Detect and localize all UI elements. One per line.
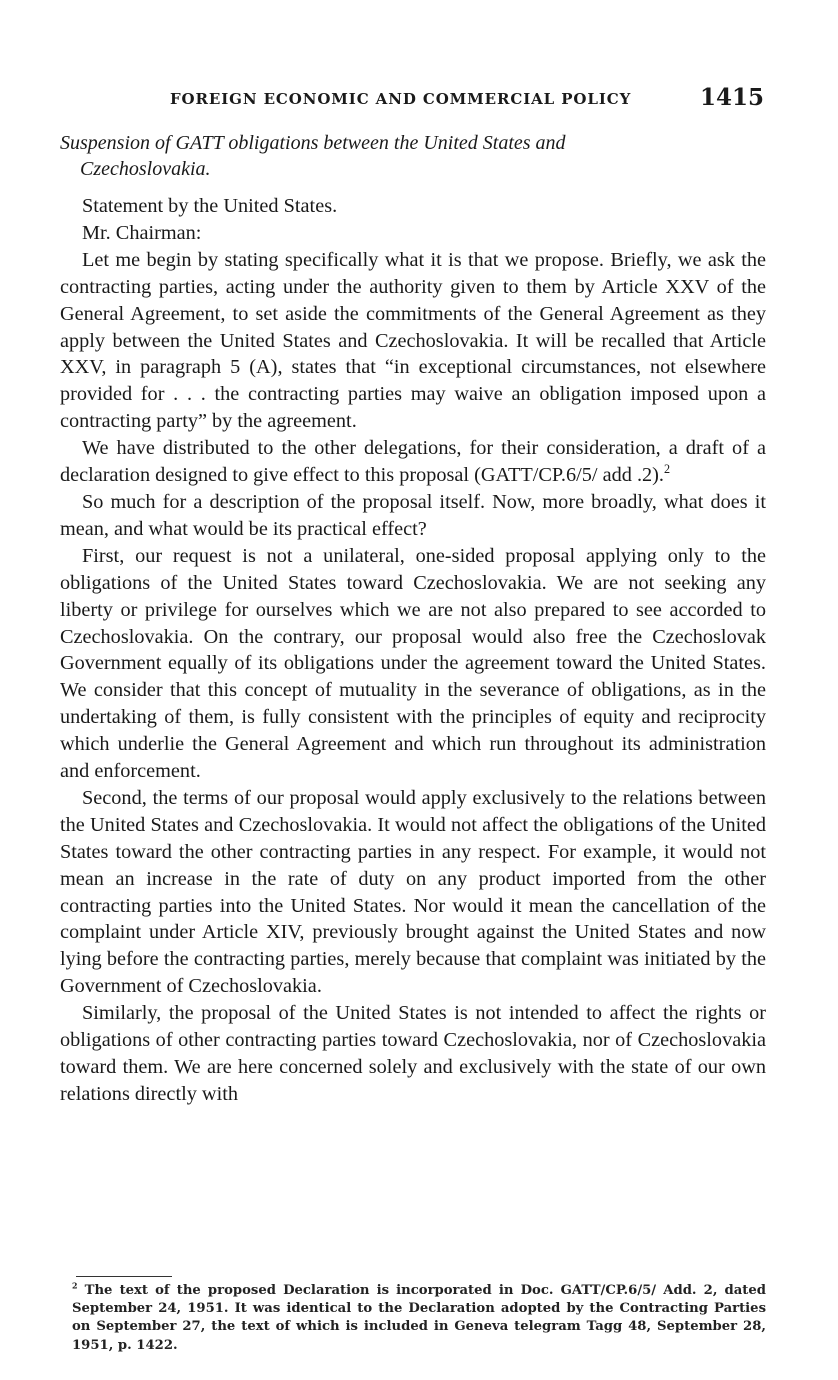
section-title — [60, 130, 766, 182]
paragraph-with-footnote — [60, 435, 766, 489]
body-text — [60, 193, 766, 1108]
paragraph: Let me begin by stating specifically what it is that we propose. Briefly, we ask the contracting parties, acting under the authority given to them by Article XXV of the General Agreement, to set aside the commitments of the General Agreement as they apply between the United States and Czechoslovakia. It will be recalled that Article XXV, in paragraph 5 (A), states that “in exceptional circumstances, not elsewhere provided for . . . the contracting parties may waive an obligation imposed upon a contracting party” by the agreement. — [60, 248, 766, 433]
section-title-line1: Suspension of GATT obligations between the United States and — [60, 132, 566, 154]
paragraph: Mr. Chairman: — [82, 221, 202, 244]
paragraph: Second, the terms of our proposal would apply exclusively to the relations between the United States and Czechoslovakia. It would not affect the obligations of the United States toward the other contracting parties in any respect. For example, it would not mean an increase in the rate of duty on any product imported from the other contracting parties into the United States. Nor would it mean the cancellation of the complaint under Article XIV, previously brought against the United States and now lying before the contracting parties, merely because that complaint was initiated by the Government of Czechoslovakia. — [60, 786, 766, 998]
running-title: FOREIGN ECONOMIC AND COMMERCIAL POLICY — [170, 90, 632, 108]
footnote-reference: 2 — [664, 462, 671, 477]
document-page — [60, 0, 766, 1380]
paragraph-text: We have distributed to the other delegations, for their consideration, a draft of a declaration designed to give effect to this proposal (GATT/CP.6/5/ add .2). — [60, 437, 766, 487]
section-title-line2: Czechoslovakia. — [80, 158, 211, 180]
footnote-divider — [76, 1276, 172, 1277]
footnote-text: The text of the proposed Declaration is incorporated in Doc. GATT/CP.6/5/ Add. 2, dated September 24, 1951. It was identical to the Declaration adopted by the Contracting Parties on September 27, the text of which is included in Geneva telegram Tagg 48, September 28, 1951, p. 1422. — [72, 1283, 767, 1353]
paragraph: So much for a description of the proposal itself. Now, more broadly, what does it mean, and what would be its practical effect? — [60, 490, 766, 540]
paragraph: Statement by the United States. — [82, 195, 338, 217]
paragraph: First, our request is not a unilateral, one-sided proposal applying only to the obligations of the United States toward Czechoslovakia. We are not seeking any liberty or privilege for ourselves which we are not also prepared to see accorded to Czechoslovakia. On the contrary, our proposal would also free the Czechoslovak Government equally of its obligations under the agreement toward the United States. We consider that this concept of mutuality in the severance of obligations, as in the undertaking of them, is fully consistent with the principles of equity and reciprocity which underlie the General Agreement and which run throughout its administration and enforcement. — [60, 544, 766, 783]
running-header — [60, 84, 766, 114]
footnote-marker: 2 — [72, 1281, 78, 1291]
footnote — [72, 1282, 766, 1355]
page-number: 1415 — [699, 84, 764, 111]
paragraph: Similarly, the proposal of the United States is not intended to affect the rights or obligations of other contracting parties toward Czechoslovakia, nor of Czechoslovakia toward them. We are here concerned solely and exclusively with the state of our own relations directly with — [60, 1002, 766, 1105]
